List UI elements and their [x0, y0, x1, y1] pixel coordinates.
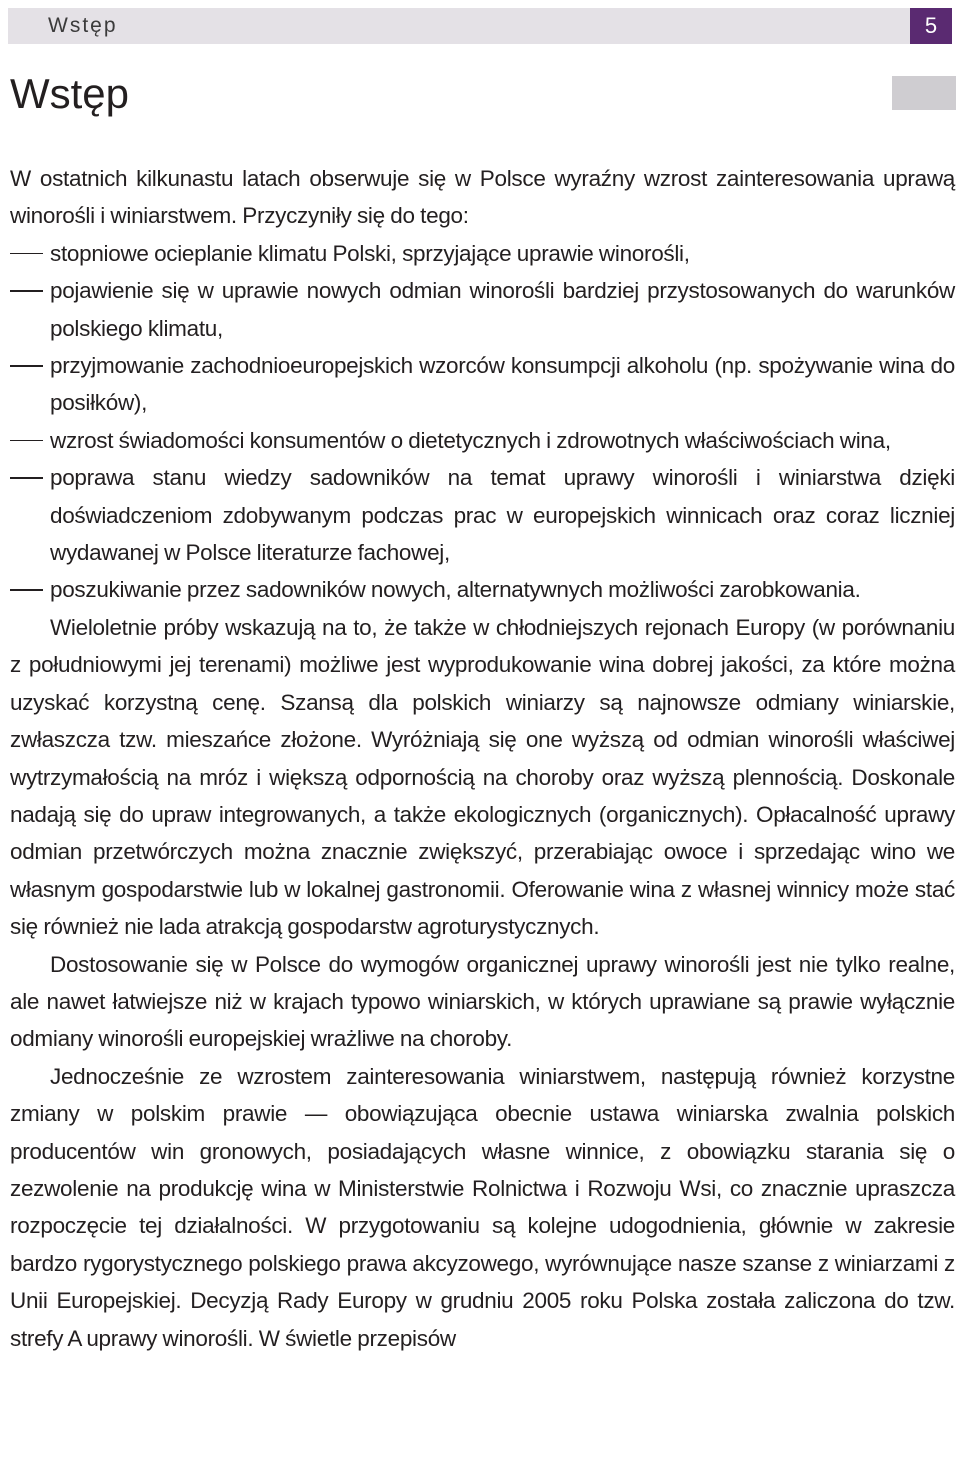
header-section-label: Wstęp [48, 14, 118, 37]
paragraph: Dostosowanie się w Polsce do wymogów organicznej uprawy winorośli jest nie tylko realne, ale nawet łatwiejsze niż w krajach typowo winiarskich, w których uprawiane są prawie wyłącznie odmiany winorośli europejskiej wrażliwe na choroby. [10, 951, 955, 1052]
list-item-text: przyjmowanie zachodnioeuropejskich wzorców konsumpcji alkoholu (np. spożywanie wina do posiłków), [50, 353, 955, 416]
page-number: 5 [910, 8, 952, 44]
title-marker-box [892, 76, 956, 110]
paragraph: Wieloletnie próby wskazują na to, że także w chłodniejszych rejonach Europy (w porównaniu z południowymi jej terenami) możliwe jest wyprodukowanie wina dobrej jakości, za które można uzyskać korzystną cenę. Szansą dla polskich winiarzy są najnowsze odmiany winiarskie, zwłaszcza tzw. mieszańce złożone. Wyróżniają się one wyższą od odmian winorośli właściwej wytrzymałością na mróz i większą odpornością na choroby oraz wyższą plennością. Doskonale nadają się do upraw integrowanych, a także ekologicznych (organicznych). Opłacalność uprawy odmian przetwórczych można znacznie zwiększyć, przerabiając owoce i sprzedając wino we własnym gospodarstwie lub w lokalnej gastronomii. Oferowanie wina z własnej winnicy może stać się również nie lada atrakcją gospodarstw agroturystycznych. [10, 614, 955, 940]
page-title: Wstęp [10, 70, 130, 117]
list-item [10, 272, 955, 347]
reasons-list [10, 235, 955, 609]
body-text [10, 160, 955, 1357]
list-item-text: stopniowe ocieplanie klimatu Polski, sprzyjające uprawie winorośli, [50, 240, 690, 266]
paragraph: Jednocześnie ze wzrostem zainteresowania winiarstwem, następują również korzystne zmiany w polskim prawie — obowiązująca obecnie ustawa winiarska zwalnia polskich producentów win gronowych, posiadających własne winnice, z obowiązku starania się o zezwolenie na produkcję wina w Ministerstwie Rolnictwa i Rozwoju Wsi, co znacznie upraszcza rozpoczęcie tej działalności. W przygotowaniu są kolejne udogodnienia, głównie w zakresie bardzo rygorystycznego polskiego prawa akcyzowego, wyrównujące nasze szanse z winiarzami z Unii Europejskiej. Decyzją Rady Europy w grudniu 2005 roku Polska została zaliczona do tzw. strefy A uprawy winorośli. W świetle przepisów [10, 1063, 955, 1351]
list-item-text: pojawienie się w uprawie nowych odmian winorośli bardziej przystosowanych do warunków polskiego klimatu, [50, 278, 955, 341]
list-item [10, 235, 955, 272]
list-item [10, 422, 955, 459]
list-item [10, 459, 955, 571]
list-item [10, 347, 955, 422]
list-item-text: poszukiwanie przez sadowników nowych, alternatywnych możliwości zarobkowania. [50, 577, 861, 603]
running-header [8, 8, 952, 44]
intro-paragraph: W ostatnich kilkunastu latach obserwuje się w Polsce wyraźny wzrost zainteresowania uprawą winorośli i winiarstwem. Przyczyniły się do tego: [10, 166, 955, 229]
list-item-text: wzrost świadomości konsumentów o dietetycznych i zdrowotnych właściwościach wina, [50, 427, 891, 453]
list-item [10, 571, 955, 608]
list-item-text: poprawa stanu wiedzy sadowników na temat uprawy winorośli i winiarstwa dzięki doświadczeniom zdobywanym podczas prac w europejskich winnicach oraz coraz liczniej wydawanej w Polsce literaturze fachowej, [50, 465, 955, 566]
